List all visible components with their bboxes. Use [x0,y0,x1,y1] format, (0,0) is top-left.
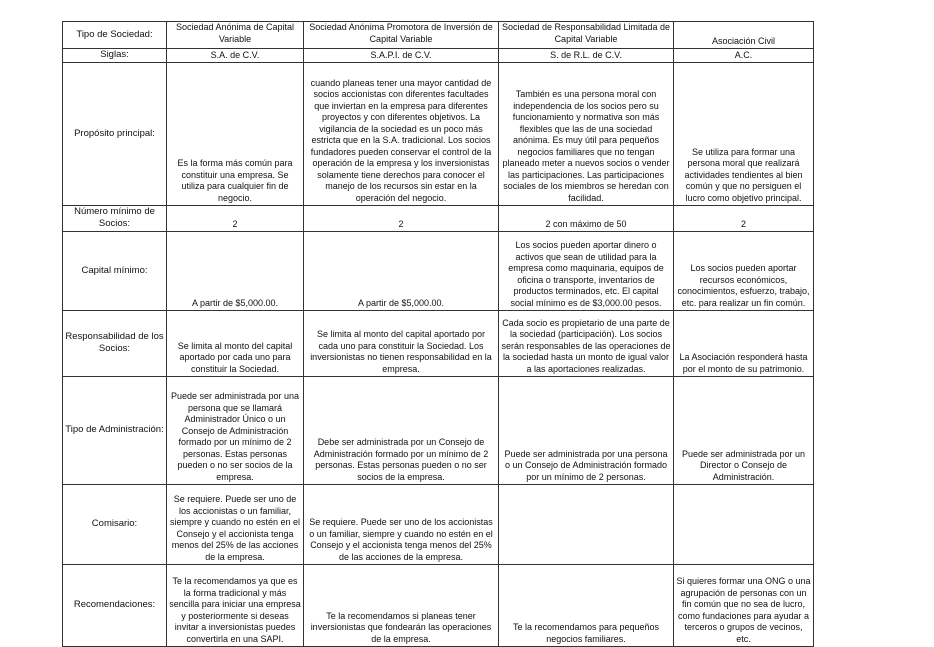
table-cell: Si quieres formar una ONG o una agrupación de personas con un fin común que no sea de lucro, como fundaciones para ayudar a terceros o grupos de vecinos, etc. [674,565,814,647]
table-cell: cuando planeas tener una mayor cantidad de socios accionistas con diferentes facultades que inviertan en la empresa para diferentes proyectos y con diferentes objetivos. La vigilancia de la sociedad es un poco más estricta que en la S.A. tradicional. Los socios fundadores pueden conservar el control de la operación de la empresa y los inversionistas solamente tiene derechos para conocer el manejo de los recursos sin estar en la operación del negocio. [304,63,499,206]
column-header-srl-cv: Sociedad de Responsabilidad Limitada de Capital Variable [499,22,674,49]
table-cell [499,485,674,565]
table-cell: S.A. de C.V. [167,49,304,63]
table-cell: 2 [167,206,304,232]
table-cell: También es una persona moral con independencia de los socios pero su funcionamiento y normativa son más flexibles que las de una sociedad anónima. Es muy útil para pequeños negocios familiares que no tengan planeado meter a nuevos socios o vender las participaciones. Las participaciones sociales de los miembros se heredan con facilidad. [499,63,674,206]
column-header-sa-cv: Sociedad Anónima de Capital Variable [167,22,304,49]
table-cell: A partir de $5,000.00. [304,232,499,311]
table-row-administracion [63,377,814,485]
row-label-capital: Capital mínimo: [63,232,167,311]
row-label-responsabilidad: Responsabilidad de los Socios: [63,311,167,377]
row-label-numero-socios: Número mínimo de Socios: [63,206,167,232]
table-cell: Los socios pueden aportar dinero o activos que sean de utilidad para la empresa como maquinaria, equipos de oficina o transporte, inventarios de productos terminados, etc. El capital social mínimo es de $3,000.00 pesos. [499,232,674,311]
table-cell: Te la recomendamos ya que es la forma tradicional y más sencilla para iniciar una empresa y posteriormente si deseas invitar a inversionistas puedes convertirla en una SAPI. [167,565,304,647]
table-cell: Los socios pueden aportar recursos económicos, conocimientos, esfuerzo, trabajo, etc. para realizar un fin común. [674,232,814,311]
table-row-siglas [63,49,814,63]
row-label-administracion: Tipo de Administración: [63,377,167,485]
table-cell: Se limita al monto del capital aportado por cada uno para constituir la Sociedad. Los inversionistas no tienen responsabilidad en la empresa. [304,311,499,377]
column-header-ac: Asociación Civil [674,22,814,49]
table-cell: Se requiere. Puede ser uno de los accionistas o un familiar, siempre y cuando no estén en el Consejo y el accionista tenga menos del 25% de las acciones de la empresa. [167,485,304,565]
table-row-capital [63,232,814,311]
row-label-proposito: Propósito principal: [63,63,167,206]
table-cell: S. de R.L. de C.V. [499,49,674,63]
table-cell: Debe ser administrada por un Consejo de Administración formado por un mínimo de 2 personas. Estas personas pueden o no ser socios de la empresa. [304,377,499,485]
row-label-comisario: Comisario: [63,485,167,565]
table-cell [674,485,814,565]
row-label-tipo-sociedad: Tipo de Sociedad: [63,22,167,49]
table-cell: S.A.P.I. de C.V. [304,49,499,63]
table-cell: La Asociación responderá hasta por el monto de su patrimonio. [674,311,814,377]
comparison-table [62,21,814,647]
table-cell: A.C. [674,49,814,63]
table-cell: Puede ser administrada por un Director o Consejo de Administración. [674,377,814,485]
table-cell: Puede ser administrada por una persona que se llamará Administrador Único o un Consejo de Administración formado por un mínimo de 2 personas. Estas personas pueden o no ser socios de la empresa. [167,377,304,485]
table-cell: A partir de $5,000.00. [167,232,304,311]
table-cell: 2 [674,206,814,232]
table-cell: 2 con máximo de 50 [499,206,674,232]
table-cell: Te la recomendamos si planeas tener inversionistas que fondearán las operaciones de la empresa. [304,565,499,647]
table-cell: 2 [304,206,499,232]
table-cell: Es la forma más común para constituir una empresa. Se utiliza para cualquier fin de negocio. [167,63,304,206]
table-cell: Se utiliza para formar una persona moral que realizará actividades tendientes al bien común y que no persiguen el lucro como objetivo principal. [674,63,814,206]
table-cell: Se limita al monto del capital aportado por cada uno para constituir la Sociedad. [167,311,304,377]
table-cell: Puede ser administrada por una persona o un Consejo de Administración formado por un mínimo de 2 personas. [499,377,674,485]
table-row-proposito [63,63,814,206]
table-cell: Cada socio es propietario de una parte de la sociedad (participación). Los socios serán responsables de las operaciones de la sociedad hasta un monto de igual valor a las aportaciones realizadas. [499,311,674,377]
table-row-recomendaciones [63,565,814,647]
header-row [63,22,814,49]
row-label-recomendaciones: Recomendaciones: [63,565,167,647]
row-label-siglas: Siglas: [63,49,167,63]
table-row-numero-socios [63,206,814,232]
table-cell: Te la recomendamos para pequeños negocios familiares. [499,565,674,647]
table-cell: Se requiere. Puede ser uno de los accionistas o un familiar, siempre y cuando no estén en el Consejo y el accionista tenga menos del 25% de las acciones de la empresa. [304,485,499,565]
table-row-comisario [63,485,814,565]
column-header-sapi-cv: Sociedad Anónima Promotora de Inversión de Capital Variable [304,22,499,49]
table-row-responsabilidad [63,311,814,377]
